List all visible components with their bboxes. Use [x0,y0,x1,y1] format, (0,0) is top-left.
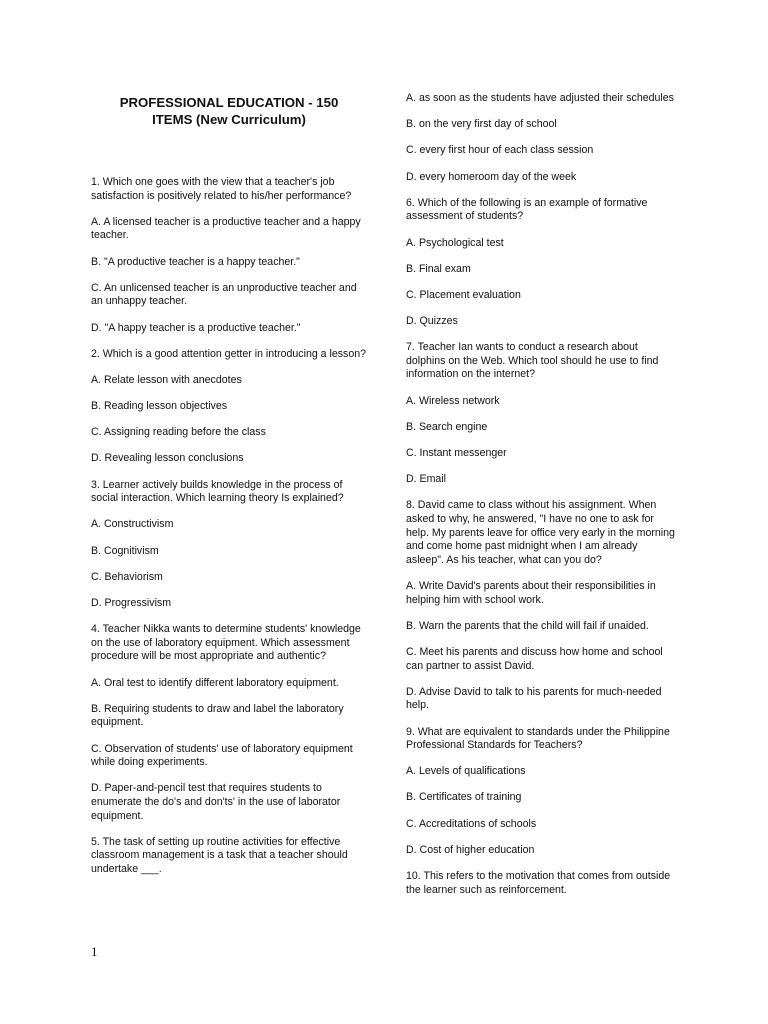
right-paragraphs [406,92,678,897]
answer-option: B. Certificates of training [406,791,522,804]
answer-option: B. Final exam [406,262,471,275]
answer-option: D. every homeroom day of the week [406,170,577,183]
answer-option: C. An unlicensed teacher is an unproductive teacher and an unhappy teacher. [91,281,357,308]
question-text: 1. Which one goes with the view that a teacher's job satisfaction is positively related to his/her performance? [91,176,352,202]
answer-option: A. Oral test to identify different laboratory equipment. [91,676,339,689]
answer-option: D. Revealing lesson conclusions [91,452,244,465]
answer-option: C. Placement evaluation [406,288,521,301]
answer-option: B. "A productive teacher is a happy teacher." [91,255,300,268]
question-text: 6. Which of the following is an example of formative assessment of students? [406,196,648,223]
answer-option: B. Requiring students to draw and label the laboratory equipment. [91,702,344,729]
answer-option: D. Progressivism [91,597,172,609]
answer-option: B. on the very first day of school [406,118,557,131]
question-text: 4. Teacher Nikka wants to determine students' knowledge on the use of laboratory equipment. Which assessment procedure will be most appropriate and authentic? [91,623,361,663]
answer-option: A. A licensed teacher is a productive teacher and a happy teacher. [91,215,361,242]
answer-option: C. Meet his parents and discuss how home and school can partner to assist David. [406,645,663,672]
answer-option: D. Email [406,473,447,486]
answer-option: C. Observation of students' use of laboratory equipment while doing experiments. [91,742,353,769]
question-text: 9. What are equivalent to standards under the Philippine Professional Standards for Teachers? [406,725,670,752]
answer-option: D. Quizzes [406,315,458,328]
answer-option: C. Behaviorism [91,570,163,583]
page-number: 1 [91,944,98,959]
answer-option: B. Search engine [406,420,488,433]
question-text: 7. Teacher Ian wants to conduct a research about dolphins on the Web. Which tool should he use to find information on the internet? [406,341,659,381]
left-paragraphs [91,176,367,876]
question-text: 3. Learner actively builds knowledge in the process of social interaction. Which learning theory Is explained? [91,478,344,505]
question-text: 8. David came to class without his assignment. When asked to why, he answered, "I have no one to ask for help. My parents leave for office very early in the morning and come home past midnight when I am already asleep". As his teacher, what can you do? [406,499,675,566]
answer-option: A. Write David's parents about their responsibilities in helping him with school work. [406,579,656,606]
answer-option: A. Constructivism [91,518,174,531]
answer-option: A. Wireless network [406,394,500,407]
answer-option: C. Accreditations of schools [406,817,537,830]
answer-option: A. as soon as the students have adjusted their schedules [406,92,674,104]
answer-option: B. Cognitivism [91,544,159,557]
answer-option: B. Warn the parents that the child will fail if unaided. [406,619,649,632]
answer-option: B. Reading lesson objectives [91,400,228,413]
page-title [91,92,367,128]
right-column [406,92,678,910]
answer-option: A. Relate lesson with anecdotes [91,373,242,386]
answer-option: C. Instant messenger [406,447,507,460]
answer-option: D. Cost of higher education [406,843,535,856]
answer-option: A. Psychological test [406,236,504,249]
title-line-2: ITEMS (New Curriculum) [152,112,306,127]
answer-option: A. Levels of qualifications [406,765,526,778]
left-column [91,92,367,889]
question-text: 2. Which is a good attention getter in introducing a lesson? [91,347,367,360]
title-line-1: PROFESSIONAL EDUCATION - 150 [119,95,339,110]
answer-option: D. Paper-and-pencil test that requires students to enumerate the do's and don'ts' in the use of laborator equipment. [91,782,341,822]
answer-option: C. every first hour of each class session [406,144,594,157]
answer-option: D. Advise David to talk to his parents for much-needed help. [406,685,662,712]
question-text: 5. The task of setting up routine activities for effective classroom management is a task that a teacher should undertake ___. [91,835,348,875]
answer-option: C. Assigning reading before the class [91,426,266,439]
question-text: 10. This refers to the motivation that comes from outside the learner such as reinforcement. [406,870,671,896]
answer-option: D. "A happy teacher is a productive teacher." [91,321,301,334]
